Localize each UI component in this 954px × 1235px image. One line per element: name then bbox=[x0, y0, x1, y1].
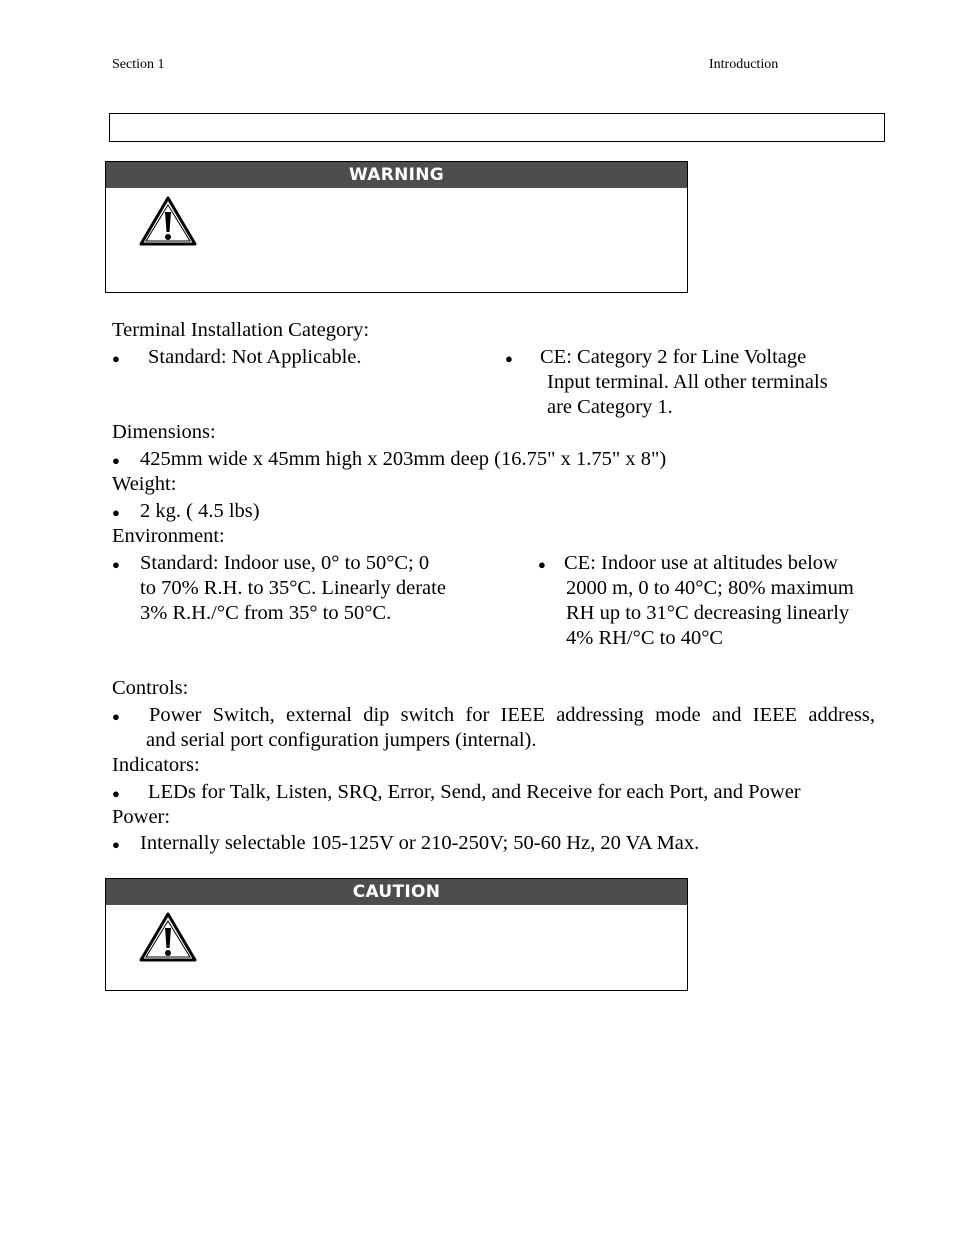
power-item: Internally selectable 105-125V or 210-250V; 50-60 Hz, 20 VA Max. bbox=[140, 832, 700, 854]
bullet: ● bbox=[112, 351, 120, 366]
dimensions-heading: Dimensions: bbox=[112, 421, 216, 443]
controls-line-2: and serial port configuration jumpers (internal). bbox=[146, 729, 537, 751]
bullet: ● bbox=[112, 837, 120, 852]
bullet: ● bbox=[505, 351, 513, 366]
bullet: ● bbox=[112, 557, 120, 572]
terminal-ce-line-1: CE: Category 2 for Line Voltage bbox=[540, 346, 807, 368]
warning-title: WARNING bbox=[106, 162, 687, 188]
controls-heading: Controls: bbox=[112, 677, 189, 699]
chapter-label: Introduction bbox=[709, 57, 779, 72]
weight-heading: Weight: bbox=[112, 473, 177, 495]
bullet: ● bbox=[112, 453, 120, 468]
caution-title: CAUTION bbox=[106, 879, 687, 905]
terminal-heading: Terminal Installation Category: bbox=[112, 319, 370, 341]
warning-triangle-icon bbox=[139, 912, 197, 963]
environment-ce-line-2: 2000 m, 0 to 40°C; 80% maximum bbox=[566, 577, 854, 599]
warning-box bbox=[105, 161, 688, 293]
controls-line-1: Power Switch, external dip switch for IEEE addressing mode and IEEE address, bbox=[149, 704, 875, 726]
environment-ce-line-1: CE: Indoor use at altitudes below bbox=[564, 552, 838, 574]
indicators-heading: Indicators: bbox=[112, 754, 200, 776]
power-heading: Power: bbox=[112, 806, 171, 828]
bullet: ● bbox=[112, 786, 120, 801]
terminal-ce-line-3: are Category 1. bbox=[547, 396, 673, 418]
environment-heading: Environment: bbox=[112, 525, 225, 547]
caution-box bbox=[105, 878, 688, 991]
section-label: Section 1 bbox=[112, 57, 165, 72]
environment-ce-line-4: 4% RH/°C to 40°C bbox=[566, 627, 724, 649]
dimensions-item: 425mm wide x 45mm high x 203mm deep (16.75" x 1.75" x 8") bbox=[140, 448, 667, 470]
warning-triangle-icon bbox=[139, 196, 197, 247]
bullet: ● bbox=[112, 505, 120, 520]
empty-frame bbox=[109, 113, 885, 142]
weight-item: 2 kg. ( 4.5 lbs) bbox=[140, 500, 260, 522]
environment-ce-line-3: RH up to 31°C decreasing linearly bbox=[566, 602, 850, 624]
environment-standard-line-1: Standard: Indoor use, 0° to 50°C; 0 bbox=[140, 552, 430, 574]
bullet: ● bbox=[112, 709, 120, 724]
terminal-ce-line-2: Input terminal. All other terminals bbox=[547, 371, 828, 393]
environment-standard-line-2: to 70% R.H. to 35°C. Linearly derate bbox=[140, 577, 446, 599]
indicators-item: LEDs for Talk, Listen, SRQ, Error, Send, and Receive for each Port, and Power bbox=[148, 781, 801, 803]
environment-standard-line-3: 3% R.H./°C from 35° to 50°C. bbox=[140, 602, 392, 624]
bullet: ● bbox=[538, 557, 546, 572]
terminal-standard: Standard: Not Applicable. bbox=[148, 346, 362, 368]
